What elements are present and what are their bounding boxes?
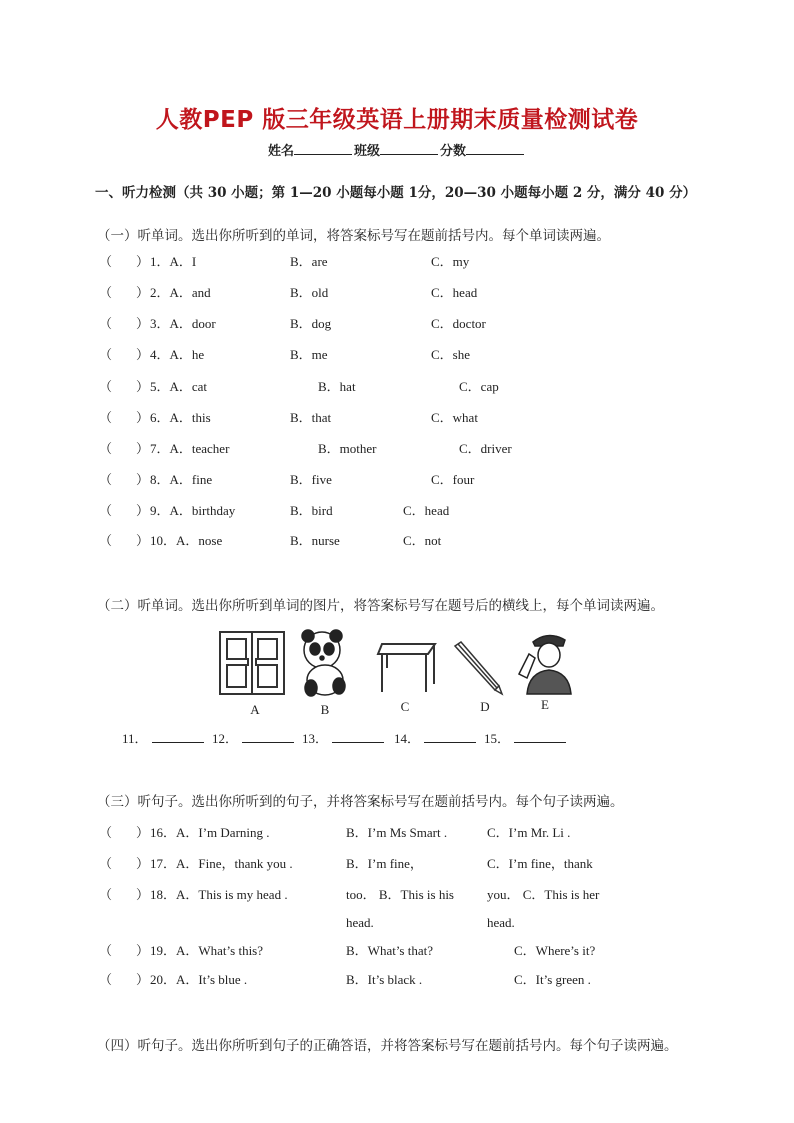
option-b: B．nurse: [290, 533, 340, 548]
option-b: B．are: [290, 254, 328, 269]
option-a: 18．A．This is my head .: [150, 887, 288, 902]
answer-paren-open[interactable]: （: [99, 379, 113, 394]
option-b: B．old: [290, 285, 329, 300]
option-c: C．head: [403, 503, 450, 518]
answer-paren-open[interactable]: （: [99, 856, 113, 871]
answer-paren-close[interactable]: ）: [136, 533, 150, 548]
answer-paren-close[interactable]: ）: [136, 347, 150, 362]
option-c: C．my: [431, 254, 470, 269]
class-field[interactable]: [380, 142, 438, 155]
option-b: B．hat: [318, 379, 356, 394]
sec1-instruction: （一）听单词。选出你所听到的单词，将答案标号写在题前括号内。每个单词读两遍。: [97, 228, 610, 244]
police-officer-picture: [519, 635, 571, 694]
picture-row: [215, 628, 580, 720]
answer-paren-open[interactable]: （: [99, 943, 113, 958]
answer-paren-close[interactable]: ）: [136, 887, 150, 902]
option-a: 8．A．fine: [150, 472, 213, 487]
answer-paren-open[interactable]: （: [99, 887, 113, 902]
option-a: 1．A．I: [150, 254, 197, 269]
page-title: 人教PEP 版三年级英语上册期末质量检测试卷: [155, 107, 639, 133]
option-c: head.: [487, 915, 515, 930]
option-a: 2．A．and: [150, 285, 211, 300]
sec3-instruction: （三）听句子。选出你所听到的句子，并将答案标号写在题前括号内。每个句子读两遍。: [97, 794, 624, 810]
option-a: 10．A．nose: [150, 533, 223, 548]
sec4-instruction: （四）听句子。选出你所听到句子的正确答语，并将答案标号写在题前括号内。每个句子读两遍。: [97, 1038, 678, 1054]
score-label: 分数: [440, 144, 467, 159]
name-label: 姓名: [267, 144, 294, 159]
answer-paren-open[interactable]: （: [99, 410, 113, 425]
blank-14[interactable]: 14．: [394, 728, 476, 747]
option-c: C．four: [431, 472, 475, 487]
answer-paren-close[interactable]: ）: [136, 943, 150, 958]
cabinet-picture: [220, 632, 284, 694]
option-b: B．I’m Ms Smart .: [346, 825, 448, 840]
option-b: B．mother: [318, 441, 377, 456]
answer-paren-open[interactable]: （: [99, 503, 113, 518]
class-label: 班级: [353, 144, 380, 159]
student-info: [0, 140, 794, 159]
option-a: 20．A．It’s blue .: [150, 972, 248, 987]
option-c: C．doctor: [431, 316, 486, 331]
option-c: C．what: [431, 410, 478, 425]
blank-12[interactable]: 12．: [212, 728, 294, 747]
picture-label-e: E: [541, 697, 549, 712]
option-a: 9．A．birthday: [150, 503, 236, 518]
blank-13[interactable]: 13．: [302, 728, 384, 747]
option-c: C．driver: [459, 441, 512, 456]
option-c: C．Where’s it?: [514, 943, 596, 958]
name-field[interactable]: [294, 142, 352, 155]
picture-label-d: D: [480, 699, 490, 714]
blank-11[interactable]: 11．: [122, 728, 204, 747]
answer-paren-open[interactable]: （: [99, 533, 113, 548]
option-b: B．dog: [290, 316, 332, 331]
answer-paren-open[interactable]: （: [99, 316, 113, 331]
answer-paren-open[interactable]: （: [99, 254, 113, 269]
option-b: B．that: [290, 410, 332, 425]
option-a: 17．A．Fine，thank you .: [150, 856, 293, 871]
option-c: C．not: [403, 533, 442, 548]
option-a: 6．A．this: [150, 410, 211, 425]
picture-label-a: A: [250, 702, 260, 717]
option-b: B．I’m fine，: [346, 856, 423, 871]
answer-paren-close[interactable]: ）: [136, 379, 150, 394]
picture-label-b: B: [320, 702, 330, 717]
answer-paren-close[interactable]: ）: [136, 285, 150, 300]
option-c: C．It’s green .: [514, 972, 591, 987]
option-b: B．five: [290, 472, 332, 487]
option-a: 3．A．door: [150, 316, 216, 331]
option-b: B．me: [290, 347, 328, 362]
option-a: 19．A．What’s this?: [150, 943, 264, 958]
answer-paren-close[interactable]: ）: [136, 972, 150, 987]
option-b: too． B．This is his: [346, 887, 454, 902]
option-c: C．cap: [459, 379, 499, 394]
answer-paren-close[interactable]: ）: [136, 856, 150, 871]
answer-paren-close[interactable]: ）: [136, 503, 150, 518]
option-b: B．It’s black .: [346, 972, 423, 987]
score-field[interactable]: [466, 142, 524, 155]
answer-paren-open[interactable]: （: [99, 285, 113, 300]
part1-heading: 一、听力检测（共 30 小题；第 1—20 小题每小题 1分，20—30 小题每小题 2 分，满分 40 分）: [95, 185, 697, 201]
option-a: 4．A．he: [150, 347, 205, 362]
option-a: 7．A．teacher: [150, 441, 230, 456]
answer-paren-close[interactable]: ）: [136, 316, 150, 331]
table-picture: [378, 644, 435, 692]
answer-paren-close[interactable]: ）: [136, 441, 150, 456]
option-a: 5．A．cat: [150, 379, 208, 394]
answer-paren-close[interactable]: ）: [136, 472, 150, 487]
option-b: B．bird: [290, 503, 333, 518]
option-c: C．I’m fine，thank: [487, 856, 593, 871]
option-c: you． C．This is her: [487, 887, 600, 902]
blank-15[interactable]: 15．: [484, 728, 566, 747]
pencil-picture: [455, 642, 502, 694]
answer-paren-open[interactable]: （: [99, 972, 113, 987]
option-b: B．What’s that?: [346, 943, 434, 958]
answer-paren-close[interactable]: ）: [136, 825, 150, 840]
option-a: 16．A．I’m Darning .: [150, 825, 270, 840]
answer-paren-open[interactable]: （: [99, 441, 113, 456]
answer-paren-open[interactable]: （: [99, 825, 113, 840]
option-c: C．she: [431, 347, 471, 362]
answer-paren-open[interactable]: （: [99, 472, 113, 487]
panda-picture: [302, 630, 345, 696]
option-c: C．head: [431, 285, 478, 300]
answer-paren-close[interactable]: ）: [136, 254, 150, 269]
option-b: head.: [346, 915, 374, 930]
picture-label-c: C: [400, 699, 410, 714]
answer-paren-open[interactable]: （: [99, 347, 113, 362]
sec2-instruction: （二）听单词。选出你所听到单词的图片，将答案标号写在题号后的横线上，每个单词读两遍。: [97, 598, 664, 614]
option-c: C．I’m Mr. Li .: [487, 825, 571, 840]
answer-paren-close[interactable]: ）: [136, 410, 150, 425]
